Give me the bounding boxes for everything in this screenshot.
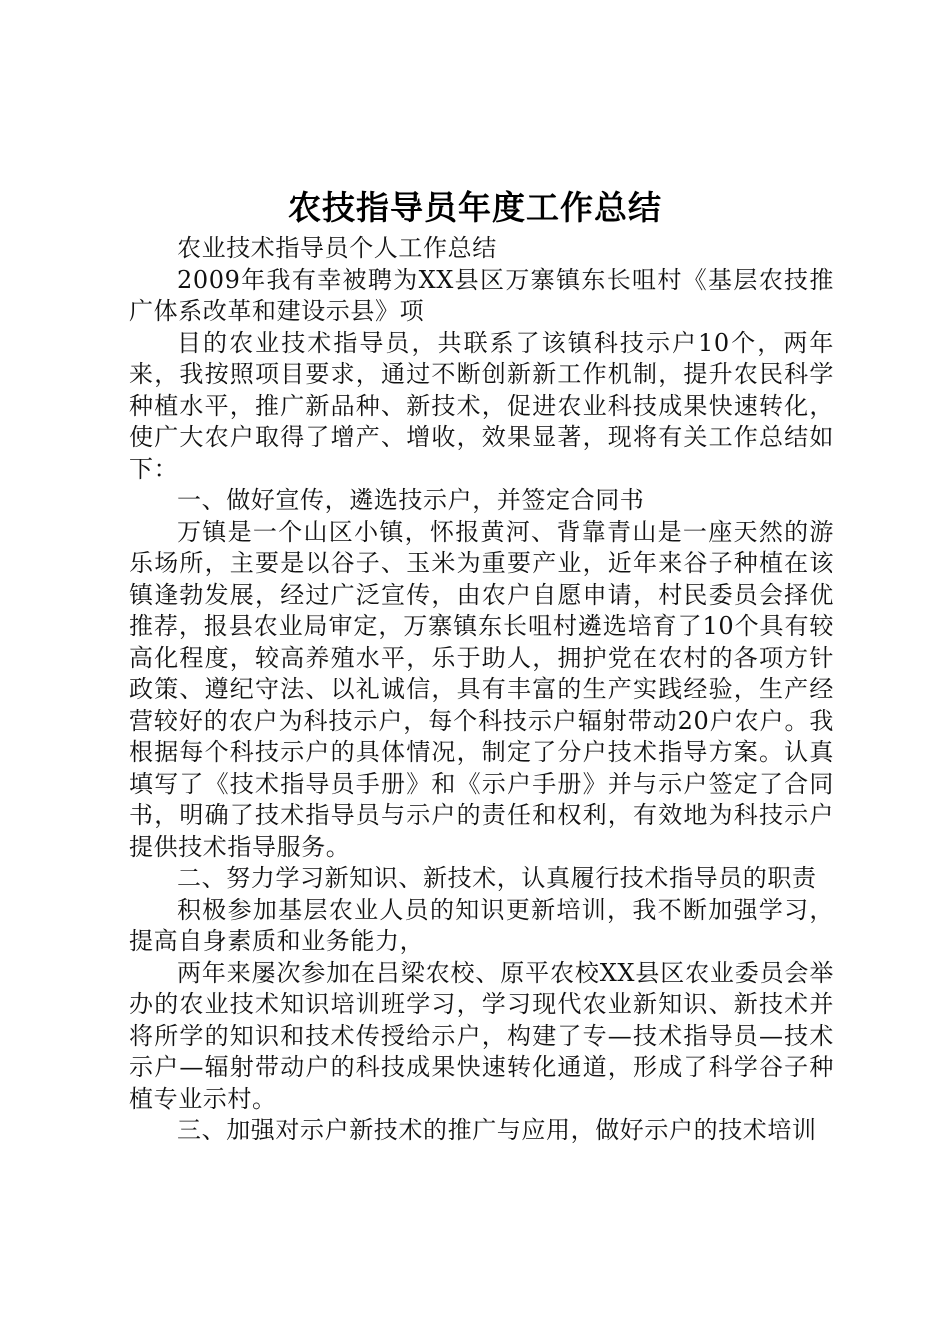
paragraph-section-2b: 两年来屡次参加在吕梁农校、原平农校XX县区农业委员会举办的农业技术知识培训班学习，学习现代农业新知识、新技术并将所学的知识和技术传授给示户，构建了专—技术指导员—技术示户—辐射带动户的科技成果快速转化通道，形成了科学谷子种植专业示村。 xyxy=(129,958,834,1113)
section-heading-1: 一、做好宣传，遴选技示户，并签定合同书 xyxy=(177,486,645,514)
paragraph-intro: 2009年我有幸被聘为XX县区万寨镇东长咀村《基层农技推广体系改革和建设示县》项 xyxy=(129,265,834,325)
section-heading-2: 二、努力学习新知识、新技术，认真履行技术指导员的职责 xyxy=(177,864,817,892)
section-heading-3: 三、加强对示户新技术的推广与应用，做好示户的技术培训 xyxy=(177,1116,817,1144)
document-body xyxy=(129,233,834,1147)
document-title: 农技指导员年度工作总结 xyxy=(288,188,662,227)
paragraph-intro-continued: 目的农业技术指导员，共联系了该镇科技示户10个，两年来，我按照项目要求，通过不断创新新工作机制，提升农民科学种植水平，推广新品种、新技术，促进农业科技成果快速转化，使广大农户取得了增产、增收，效果显著，现将有关工作总结如下： xyxy=(129,328,834,483)
paragraph-subtitle: 农业技术指导员个人工作总结 xyxy=(177,234,497,262)
paragraph-section-1: 万镇是一个山区小镇，怀报黄河、背靠青山是一座天然的游乐场所，主要是以谷子、玉米为重要产业，近年来谷子种植在该镇逢勃发展，经过广泛宣传，由农户自愿申请，村民委员会择优推荐，报县农业局审定，万寨镇东长咀村遴选培育了10个具有较高化程度，较高养殖水平，乐于助人，拥护党在农村的各项方针政策、遵纪守法、以礼诚信，具有丰富的生产实践经验，生产经营较好的农户为科技示户，每个科技示户辐射带动20户农户。我根据每个科技示户的具体情况，制定了分户技术指导方案。认真填写了《技术指导员手册》和《示户手册》并与示户签定了合同书，明确了技术指导员与示户的责任和权利，有效地为科技示户提供技术指导服务。 xyxy=(129,517,834,861)
paragraph-section-2a: 积极参加基层农业人员的知识更新培训，我不断加强学习，提高自身素质和业务能力， xyxy=(129,895,834,955)
